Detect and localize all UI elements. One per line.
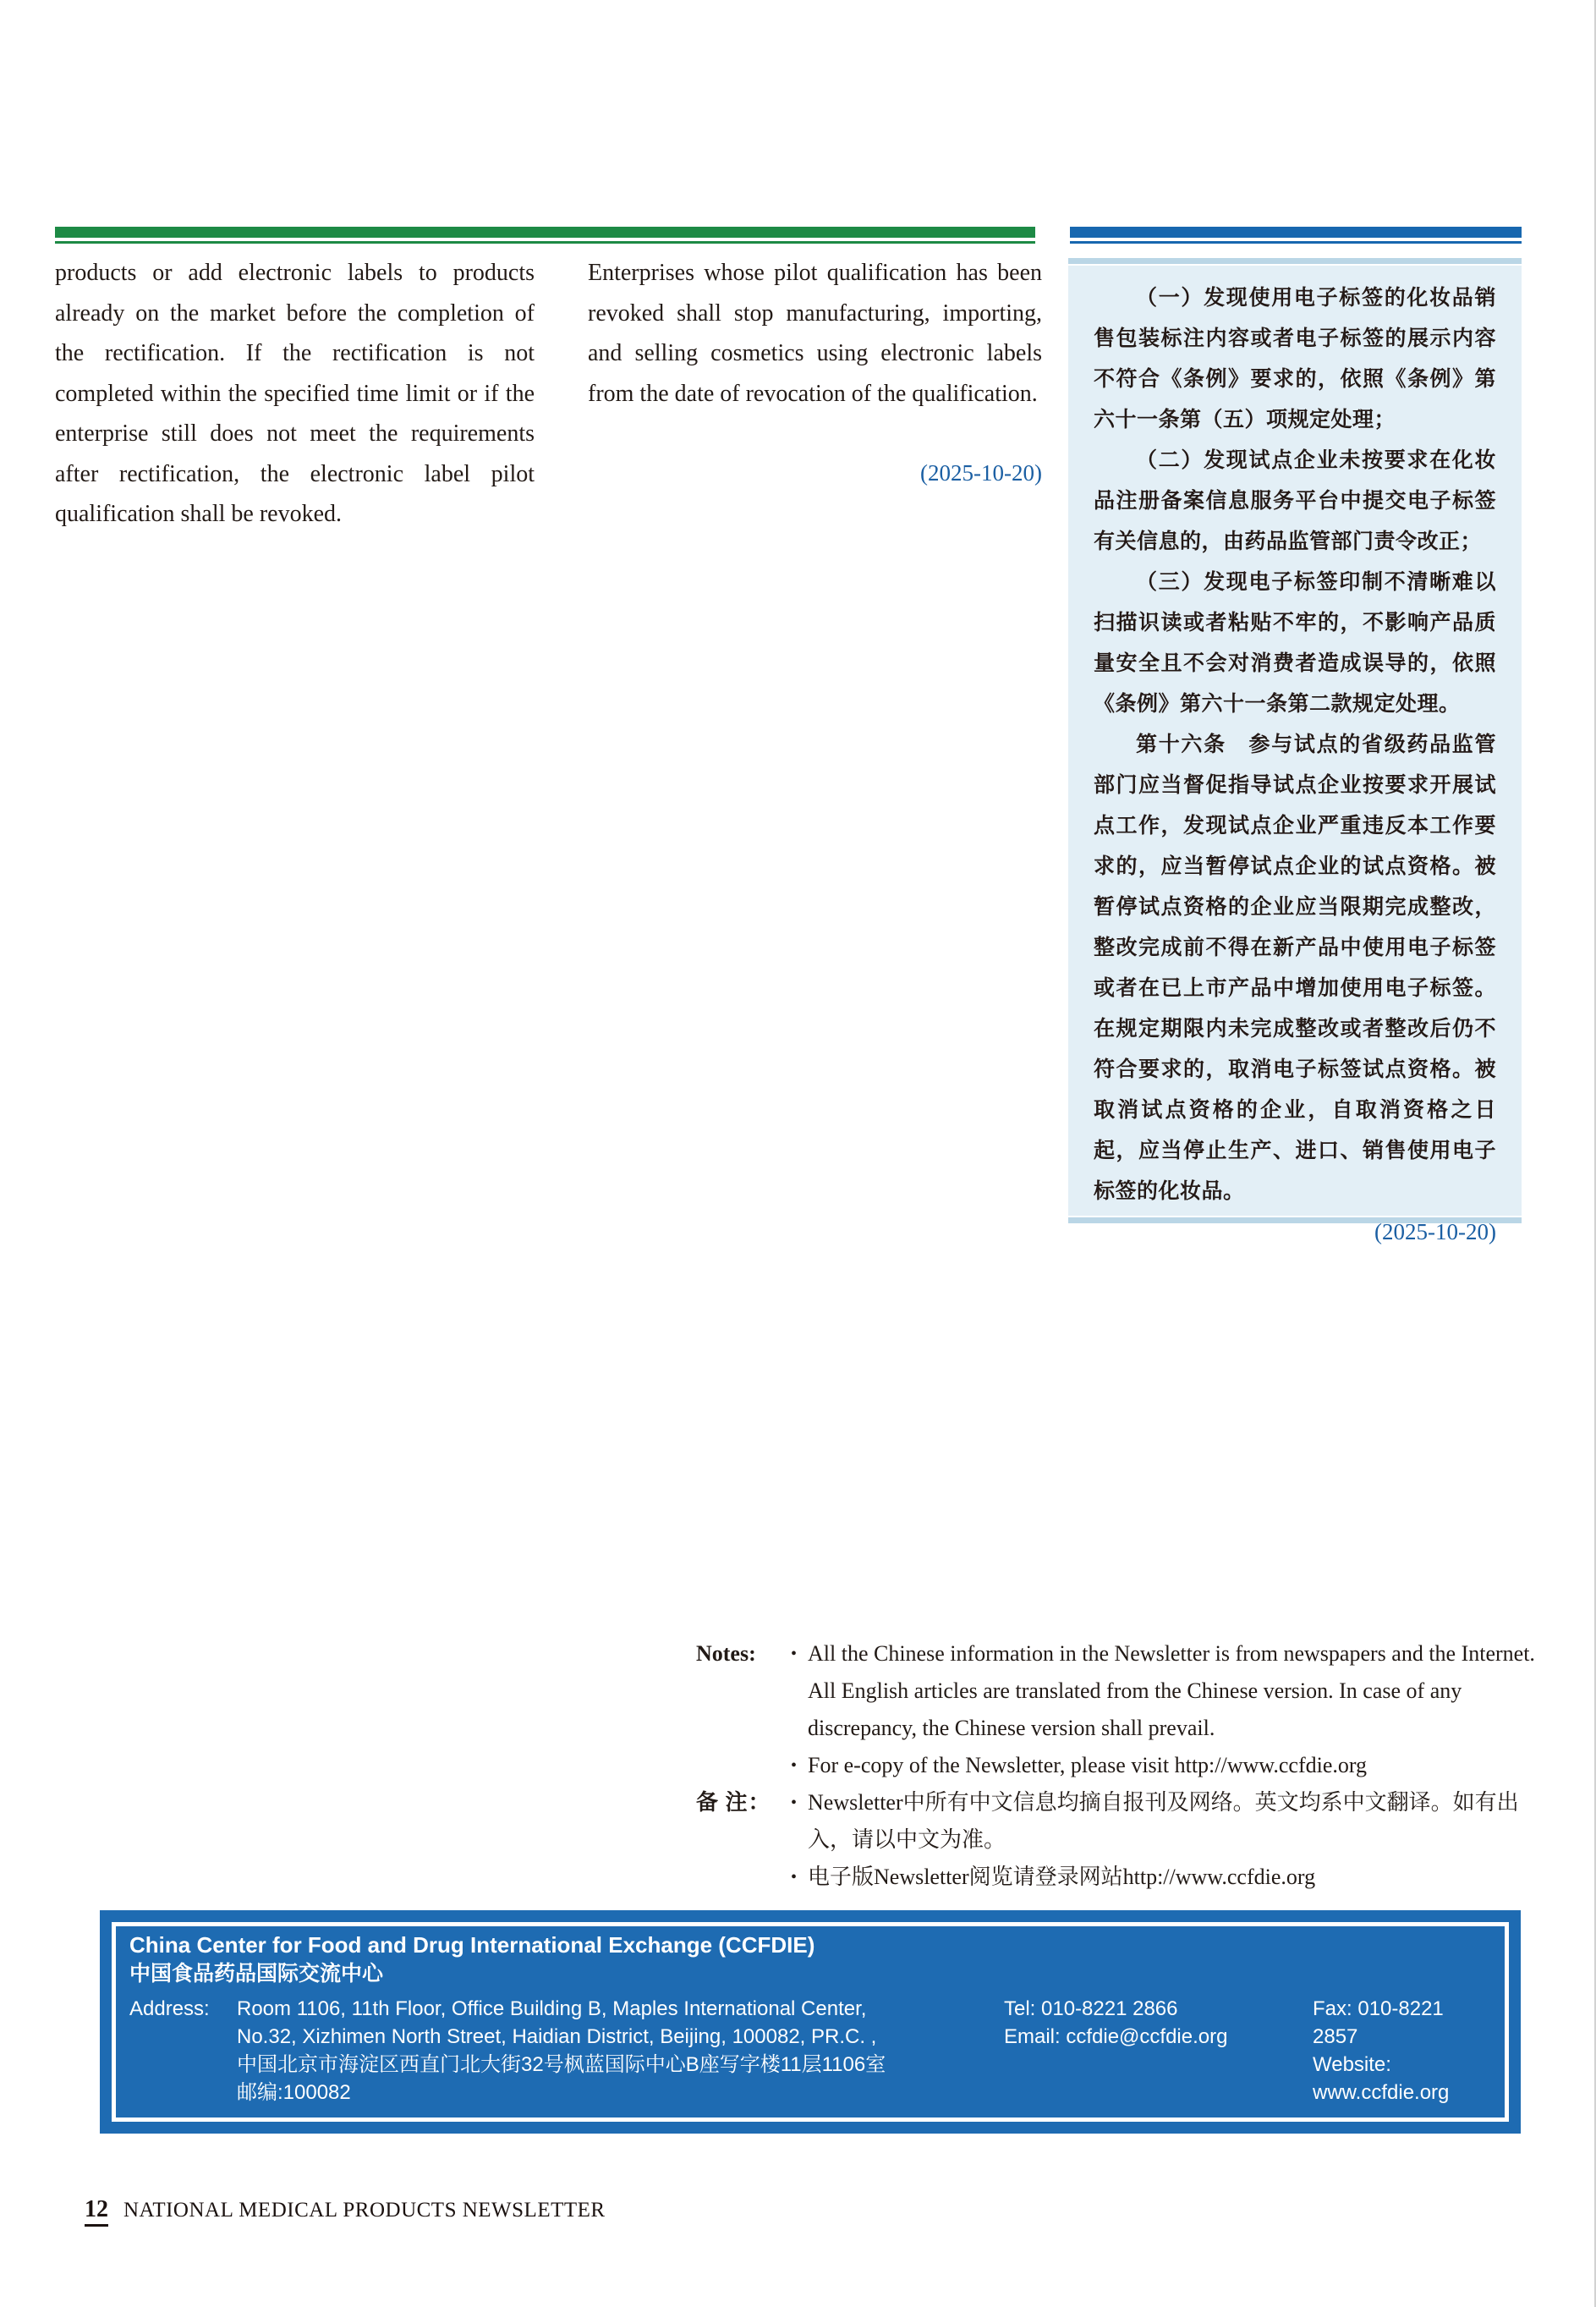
green-column-rule bbox=[55, 227, 1035, 238]
note-text: All the Chinese information in the Newsletter is from newspapers and the Internet. All English articles are translated from the Chinese version. In case of any discrepancy, the Chinese version shall prevail. bbox=[808, 1641, 1535, 1740]
note-item bbox=[791, 1635, 1538, 1747]
bullet-icon: • bbox=[791, 1868, 798, 1887]
notes-label-english: Notes: bbox=[696, 1641, 756, 1666]
website-line: Website: www.ccfdie.org bbox=[1313, 2053, 1450, 2104]
tel-line: Tel: 010-8221 2866 bbox=[1004, 1997, 1178, 2020]
cn-paragraph: （二）发现试点企业未按要求在化妆品注册备案信息服务平台中提交电子标签有关信息的，由药品监管部门责令改正； bbox=[1094, 448, 1496, 553]
address-line: Room 1106, 11th Floor, Office Building B, Maples International Center, bbox=[237, 1997, 867, 2020]
article-column-1-text: products or add electronic labels to products already on the market before the completion of the rectification. If the rectification is not completed within the specified time limit or if the enterprise still does not meet the requirements after rectification, the electronic label pilot qualification shall be revoked. bbox=[55, 260, 535, 527]
contact-column-2 bbox=[1313, 1995, 1491, 2107]
note-item bbox=[791, 1747, 1538, 1784]
box-body bbox=[1068, 266, 1522, 1244]
address-line: No.32, Xizhimen North Street, Haidian District, Beijing, 100082, PR.C. , bbox=[237, 2025, 877, 2048]
box-top-strip bbox=[1068, 258, 1522, 264]
org-name-english: China Center for Food and Drug International Exchange (CCFDIE) bbox=[129, 1932, 815, 1958]
article-date: (2025-10-20) bbox=[920, 460, 1042, 486]
note-text: Newsletter中所有中文信息均摘自报刊及网络。英文均系中文翻译。如有出入，请以中文为准。 bbox=[808, 1790, 1519, 1852]
chinese-article-box bbox=[1068, 258, 1522, 1244]
article-column-2-text: Enterprises whose pilot qualification has been revoked shall stop manufacturing, importing, and selling cosmetics using electronic labels from the date of revocation of the qualification. bbox=[588, 260, 1042, 407]
address-lines bbox=[237, 1995, 947, 2107]
org-name-chinese: 中国食品药品国际交流中心 bbox=[129, 1962, 384, 1986]
note-text: 电子版Newsletter阅览请登录网站http://www.ccfdie.org bbox=[808, 1865, 1316, 1889]
footer-content bbox=[129, 1931, 1491, 2107]
blue-column-rule-thin bbox=[1070, 241, 1522, 244]
blue-column-rule bbox=[1070, 227, 1522, 238]
note-item bbox=[791, 1784, 1538, 1859]
address-label: Address: bbox=[129, 1997, 210, 2020]
address-line: 邮编:100082 bbox=[237, 2081, 351, 2104]
cn-paragraph: （三）发现电子标签印制不清晰难以扫描识读或者粘贴不牢的，不影响产品质量安全且不会对消费者造成误导的，依照《条例》第六十一条第二款规定处理。 bbox=[1094, 570, 1496, 716]
green-column-rule-thin bbox=[55, 241, 1035, 244]
cn-paragraph: （一）发现使用电子标签的化妆品销售包装标注内容或者电子标签的展示内容不符合《条例》要求的，依照《条例》第六十一条第（五）项规定处理； bbox=[1094, 286, 1496, 431]
notes-row-chinese bbox=[696, 1784, 1538, 1896]
cn-article-date: (2025-10-20) bbox=[1374, 1219, 1496, 1244]
article-column-1 bbox=[55, 253, 535, 535]
address-line: 中国北京市海淀区西直门北大街32号枫蓝国际中心B座写字楼11层1106室 bbox=[237, 2053, 886, 2076]
newsletter-title: NATIONAL MEDICAL PRODUCTS NEWSLETTER bbox=[123, 2199, 606, 2222]
article-column-2 bbox=[588, 253, 1042, 494]
bullet-icon: • bbox=[791, 1793, 798, 1812]
cn-paragraph: 第十六条 参与试点的省级药品监管部门应当督促指导试点企业按要求开展试点工作，发现试点企业严重违反本工作要求的，应当暂停试点企业的试点资格。被暂停试点资格的企业应当限期完成整改，整改完成前不得在新产品中使用电子标签或者在已上市产品中增加使用电子标签。在规定期限内未完成整改或者整改后仍不符合要求的，取消电子标签试点资格。被取消试点资格的企业，自取消资格之日起，应当停止生产、进口、销售使用电子标签的化妆品。 bbox=[1094, 733, 1496, 1203]
fax-line: Fax: 010-8221 2857 bbox=[1313, 1997, 1444, 2048]
notes-section bbox=[696, 1635, 1538, 1896]
bullet-icon: • bbox=[791, 1756, 798, 1775]
page-footer bbox=[85, 2198, 606, 2227]
note-item bbox=[791, 1859, 1538, 1896]
contact-footer-box bbox=[100, 1910, 1521, 2134]
notes-items-chinese bbox=[791, 1784, 1538, 1896]
email-line: Email: ccfdie@ccfdie.org bbox=[1004, 2025, 1228, 2048]
page-number: 12 bbox=[85, 2198, 108, 2227]
notes-items-english bbox=[791, 1635, 1538, 1784]
contact-column-1 bbox=[1004, 1995, 1227, 2051]
bullet-icon: • bbox=[791, 1645, 798, 1663]
notes-label-chinese: 备 注： bbox=[696, 1790, 771, 1815]
footer-address-grid bbox=[129, 1995, 1491, 2107]
note-text: For e-copy of the Newsletter, please visit http://www.ccfdie.org bbox=[808, 1753, 1368, 1777]
notes-row-english bbox=[696, 1635, 1538, 1784]
